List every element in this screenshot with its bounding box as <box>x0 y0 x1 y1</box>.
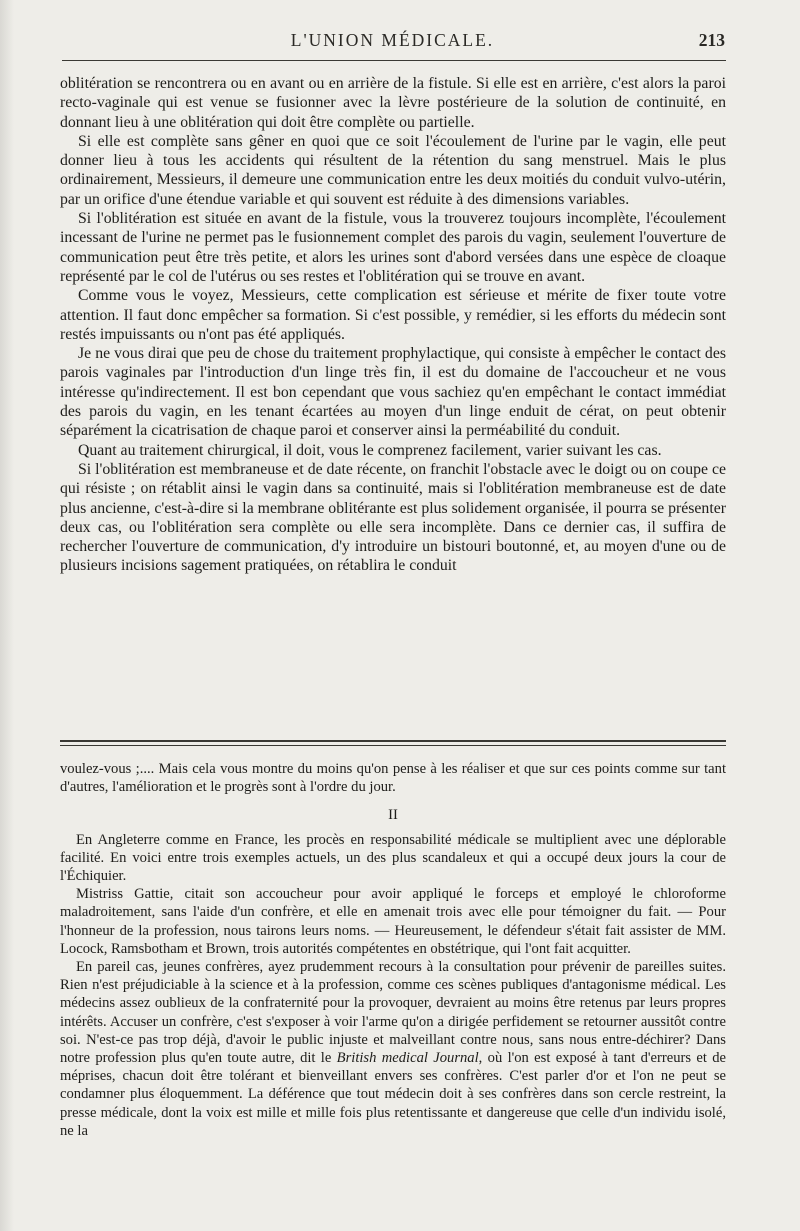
paragraph-text: En pareil cas, jeunes confrères, ayez prudemment recours à la consultation pour prévenir de pareilles suites. Rien n'est préjudiciable à la science et à la profession, comme ces scènes publiques d'antagonisme médical. Les médecins assez oublieux de la confraternité pour la provoquer, devraient au moins être retenus par leurs propres intérêts. Accuser un confrère, c'est s'exposer à voir l'arme qu'on a dirigée perfidement se retourner aussitôt contre soi. N'est-ce pas trop déjà, d'avoir le public injuste et malveillant contre nous, sans nous entre-déchirer? Dans notre profession plus qu'en toute autre, dit le <box>60 959 726 1067</box>
page-gutter-shadow <box>0 0 14 1231</box>
page-number: 213 <box>698 30 725 50</box>
paragraph: En Angleterre comme en France, les procès en responsabilité médicale se multiplient avec une déplorable facilité. En voici entre trois exemples actuels, un des plus scandaleux et qui a occupé deux jours la cour de l'Échiquier. <box>60 831 726 885</box>
running-title: L'UNION MÉDICALE. <box>290 30 495 50</box>
journal-title: British medical Journal <box>336 1050 479 1067</box>
paragraph <box>60 958 726 1140</box>
paragraph: Si l'oblitération est membraneuse et de date récente, on franchit l'obstacle avec le doigt ou on coupe ce qui résiste ; on rétablit ainsi le vagin dans sa continuité, mais si l'oblitération membraneuse est de date plus ancienne, c'est-à-dire si la membrane oblitérante est plus solidement organisée, il pourra se présenter deux cas, ou l'oblitération sera complète ou elle sera incomplète. Dans ce dernier cas, il suffira de rechercher l'ouverture de communication, d'y introduire un bistouri boutonné, et, au moyen d'une ou de plusieurs incisions sagement pratiquées, on rétablira le conduit <box>60 460 726 575</box>
section-divider-rule <box>60 740 726 746</box>
paragraph: oblitération se rencontrera ou en avant ou en arrière de la fistule. Si elle est en arrière, c'est alors la paroi recto-vaginale qui est venue se fusionner avec la lèvre postérieure de la solution de continuité, en donnant lieu à une oblitération qui doit être complète ou partielle. <box>60 75 726 131</box>
paragraph: Comme vous le voyez, Messieurs, cette complication est sérieuse et mérite de fixer toute votre attention. Il faut donc empêcher sa formation. Si c'est possible, y remédier, si les efforts du médecin sont restés impuissants ou n'ont pas été appliqués. <box>60 287 726 343</box>
paragraph: Je ne vous dirai que peu de chose du traitement prophylactique, qui consiste à empêcher le contact des parois vaginales par l'introduction d'un linge très fin, il est du domaine de l'accoucheur et ne vous intéresse qu'indirectement. Il est bon cependant que vous sachiez qu'en empêchant le contact immédiat des parois du vagin, en les tenant écartées au moyen d'un linge enduit de cérat, on peut obtenir séparément la cicatrisation de chaque paroi et conserver ainsi la perméabilité du conduit. <box>60 345 726 440</box>
feuilleton-column <box>60 760 726 1140</box>
paragraph: Mistriss Gattie, citait son accoucheur pour avoir appliqué le forceps et employé le chloroforme maladroitement, sans l'aide d'un confrère, et elle en amenait trois avec elle pour témoigner du fait. — Pour l'honneur de la profession, nous tairons leurs noms. — Heureusement, le défendeur s'était fait assister de MM. Locock, Ramsbotham et Brown, trois autorités compétentes en obstétrique, qui l'ont fait acquitter. <box>60 886 726 957</box>
paragraph: Si elle est complète sans gêner en quoi que ce soit l'écoulement de l'urine par le vagin, elle peut donner lieu à tous les accidents qui résultent de la rétention du sang menstruel. Mais le plus ordinairement, Messieurs, il demeure une communication entre les deux moitiés du conduit vulvo-utérin, par un orifice d'une étendue variable et qui souvent est réduite à des dimensions variables. <box>60 132 726 208</box>
paragraph: voulez-vous ;.... Mais cela vous montre du moins qu'on pense à les réaliser et que sur ces points comme sur tant d'autres, l'amélioration et le progrès sont à l'ordre du jour. <box>60 761 726 796</box>
paragraph: Quant au traitement chirurgical, il doit, vous le comprenez facilement, varier suivant les cas. <box>78 441 662 459</box>
paragraph-text: , où l'on est exposé à tant d'erreurs et de méprises, chacun doit être tolérant et bienveillant envers ses confrères. C'est parler d'or et l'on ne peut se condamner plus éloquemment. La déférence que tout médecin doit à ses confrères dans son cercle restreint, la presse médicale, dont la voix est mille et mille fois plus retentissante et dangereuse que celle d'un individu isolé, ne la <box>60 1050 726 1139</box>
main-article <box>60 74 726 576</box>
section-number: II <box>388 807 398 824</box>
running-head <box>60 30 725 58</box>
paragraph: Si l'oblitération est située en avant de la fistule, vous la trouverez toujours incomplète, l'écoulement incessant de l'urine ne permet pas le fusionnement complet des parois du vagin, seulement l'ouverture de communication peut être très petite, et alors les urines sont d'abord versées dans une espèce de cloaque représenté par le col de l'utérus ou ses restes et l'oblitération qui se trouve en avant. <box>60 210 726 285</box>
header-rule <box>62 60 726 61</box>
